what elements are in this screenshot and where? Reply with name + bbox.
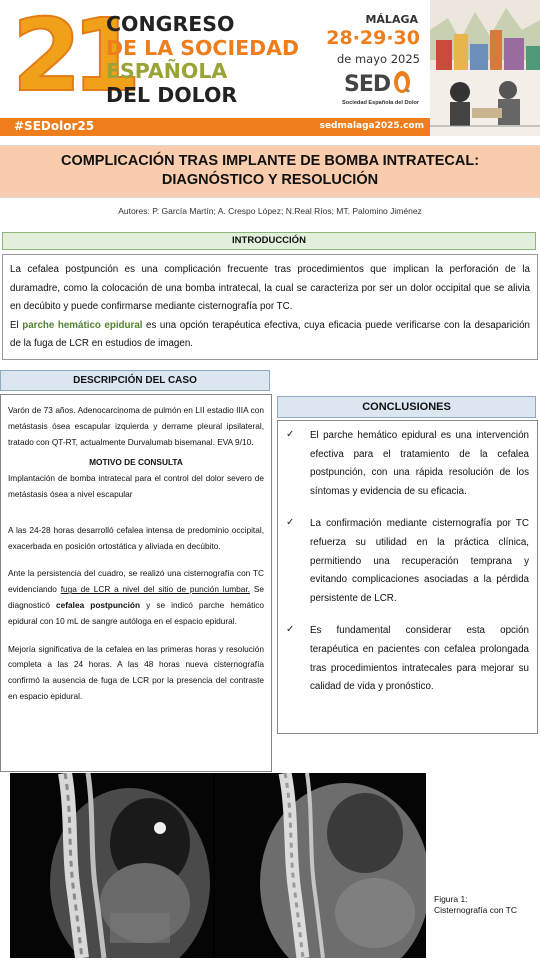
case-paragraph-4 [8, 566, 264, 629]
intro-heading: INTRODUCCIÓN [232, 235, 306, 246]
case-paragraph-5: Mejoría significativa de la cefalea en las primeras horas y resolución completa a las 24 horas. A las 48 horas nueva cisternografía confirmó la ausencia de fuga de LCR por la presencia del contraste en espacio epidural. [8, 643, 264, 701]
intro-section [2, 254, 538, 360]
figure-caption-line-2: Cisternografía con TC [434, 905, 517, 915]
hashtag: #SEDolor25 [14, 119, 95, 133]
congress-name [106, 13, 299, 107]
edition-number: 21 [12, 0, 132, 114]
sed-logo [340, 68, 430, 112]
case-section [0, 394, 272, 772]
case-p4-underline: fuga de LCR a nivel del sitio de punción lumbar. [60, 584, 251, 595]
congress-city: MÁLAGA [365, 13, 418, 26]
authors: Autores: P. García Martín; A. Crespo López; N.Real Ríos; MT. Palomino Jiménez [118, 206, 422, 216]
intro-heading-box [2, 232, 536, 250]
ct-cisternography-figure [10, 773, 426, 958]
intro-p2-post: es una opción terapéutica efectiva, cuya eficacia puede verificarse con la desaparición de la fuga de LCR en estudios de imagen. [10, 319, 531, 349]
congress-line-2: DE LA SOCIEDAD [106, 35, 299, 60]
ct-scan-image-1 [10, 773, 213, 958]
sed-logo-flame-icon [392, 68, 412, 96]
figure-caption-line-1: Figura 1: [434, 894, 468, 904]
sed-logo-text: SED [344, 72, 391, 97]
case-p4-a: Ante la persistencia del cuadro, se realizó una cisternografía con TC evidenciando [8, 568, 264, 595]
figure-caption [434, 894, 534, 916]
intro-paragraph-1: La cefalea postpunción es una complicación frecuente tras procedimientos que implican la perforación de la duramadre, como la colocación de una bomba intratecal, la cual se caracteriza por ser un dolor occipital que se alivia en decúbito y puede confirmarse mediante cisternografía por TC. [10, 264, 530, 312]
case-paragraph-2: Implantación de bomba intratecal para el control del dolor severo de metástasis ósea a nivel escapular [8, 473, 264, 499]
checkmark-icon: ✓ [286, 429, 295, 440]
case-paragraph-3: A las 24-28 horas desarrolló cefalea intensa de predominio occipital, exacerbada en posición ortostática y aliviada en decúbito. [8, 524, 264, 551]
case-p4-c: y se indicó parche hemático epidural con 10 mL de sangre autóloga en el espacio epidural. [8, 599, 264, 626]
congress-month: de mayo 2025 [336, 52, 420, 66]
congress-website-link[interactable]: sedmalaga2025.com [319, 121, 424, 131]
conclusions-heading: CONCLUSIONES [362, 401, 451, 413]
conclusion-text-2: La confirmación mediante cisternografía por TC refuerza su utilidad en la práctica clínica, permitiendo una recuperación temprana y evitando complicaciones asociadas a la pérdida persistente de LCR. [310, 518, 529, 604]
case-paragraph-1: Varón de 73 años. Adenocarcinoma de pulmón en LII estadio IIIA con metástasis ósea escapular izquierda y derrame pleural ipsilateral, tratado con QT-RT, actualmente Durvalumab bisemanal. EVA 9/10. [8, 405, 264, 447]
intro-p2-highlight: parche hemático epidural [22, 319, 143, 331]
conclusion-text-3: Es fundamental considerar esta opción terapéutica en pacientes con cefalea prolongada tras procedimientos intratecales para mejorar su calidad de vida y pronóstico. [310, 625, 529, 693]
svg-text:*: * [406, 88, 410, 96]
case-p4-b: Se diagnosticó [8, 584, 264, 610]
conclusion-item [286, 427, 529, 501]
case-p4-bold: cefalea postpunción [56, 599, 141, 610]
conclusion-text-1: El parche hemático epidural es una intervención efectiva para el tratamiento de la cefalea postpunción, con una rápida resolución de los síntomas y evidencia de su eficacia. [310, 430, 529, 497]
congress-dates: 28·29·30 [326, 27, 420, 49]
case-subheading: MOTIVO DE CONSULTA [89, 457, 183, 468]
congress-line-1: CONGRESO [106, 12, 235, 36]
intro-p2-pre: El [10, 319, 23, 331]
congress-line-3: ESPAÑOLA [106, 59, 228, 83]
ct-scan-image-2 [215, 773, 426, 958]
poster-title-line-1: COMPLICACIÓN TRAS IMPLANTE DE BOMBA INTRATECAL: [60, 153, 480, 169]
checkmark-icon: ✓ [286, 624, 295, 636]
poster-title-line-2: DIAGNÓSTICO Y RESOLUCIÓN [161, 172, 379, 188]
conclusions-section [277, 420, 538, 734]
congress-line-4: DEL DOLOR [106, 82, 238, 107]
intro-paragraph-2 [10, 317, 530, 354]
sed-logo-subtitle: Sociedad Española del Dolor [342, 100, 420, 106]
conclusions-heading-box [277, 396, 536, 418]
conclusion-item [286, 515, 529, 608]
header-bar [0, 118, 430, 136]
checkmark-icon: ✓ [286, 517, 295, 529]
case-heading: DESCRIPCIÓN DEL CASO [73, 375, 197, 386]
congress-illustration [430, 0, 540, 136]
poster-title-box [0, 145, 540, 198]
case-heading-box [0, 370, 270, 391]
conclusion-item [286, 622, 529, 696]
poster-title [20, 152, 520, 190]
